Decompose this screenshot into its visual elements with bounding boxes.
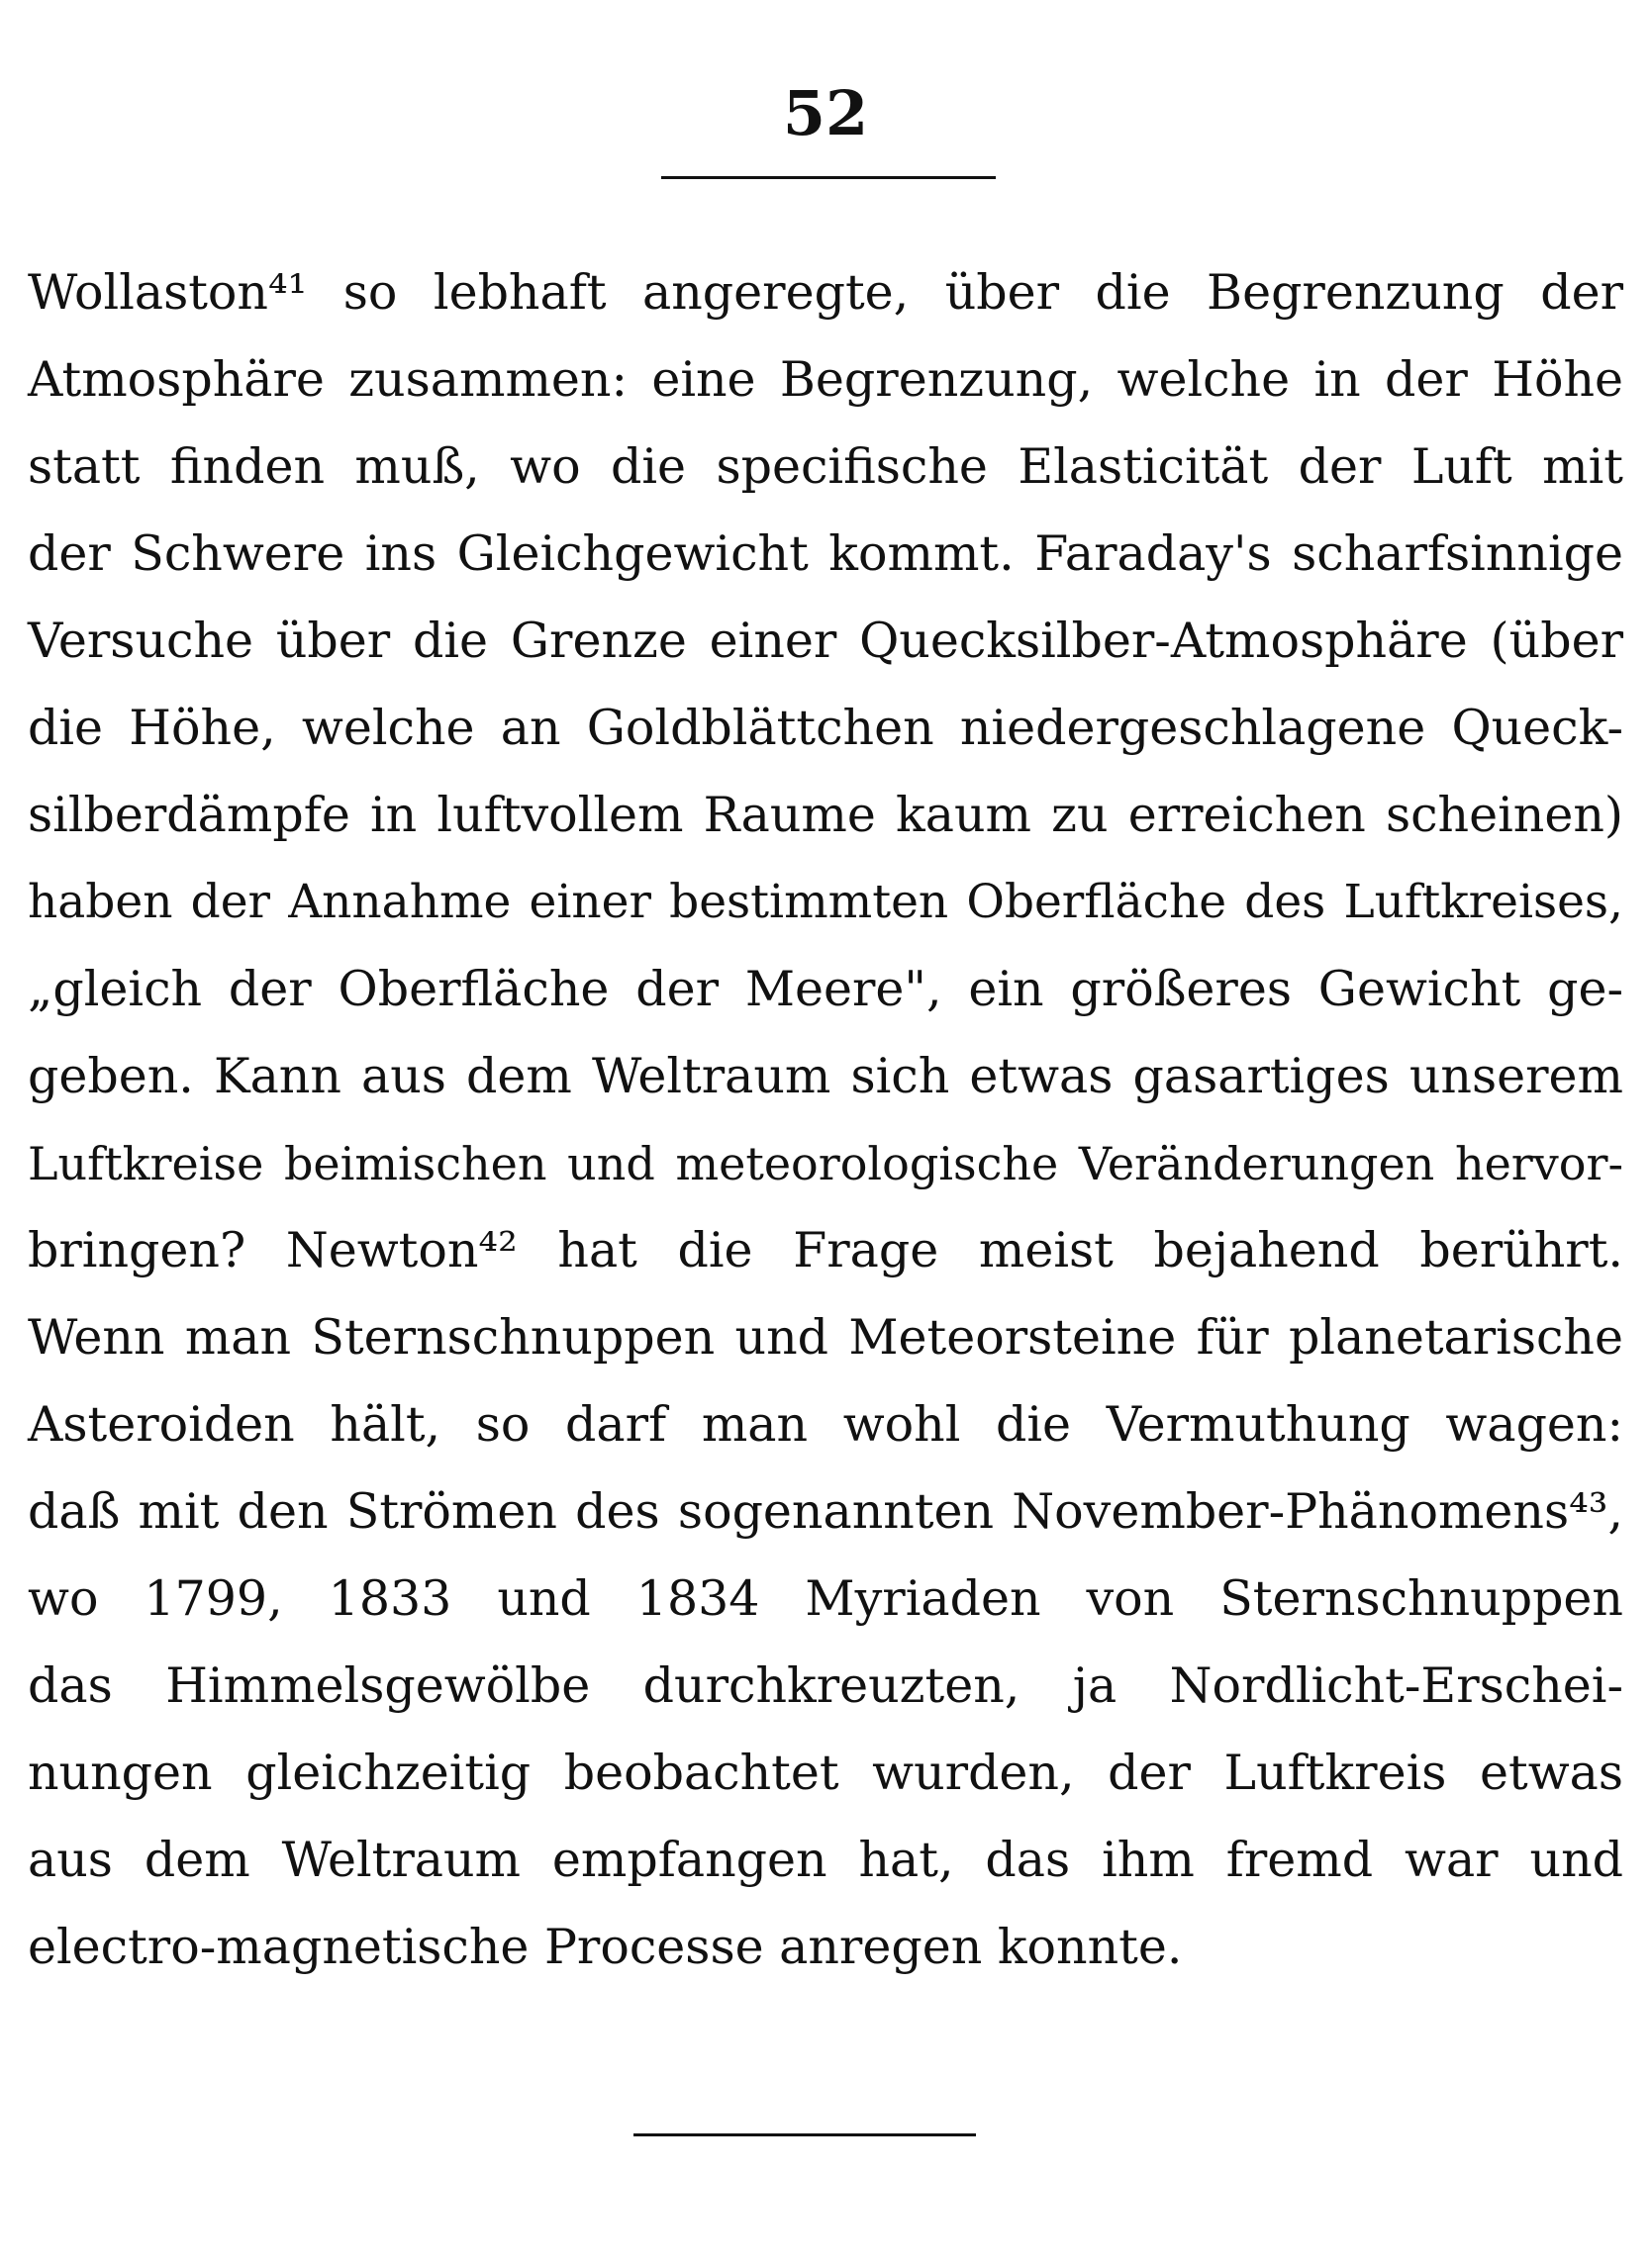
text-line: Versuche über die Grenze einer Quecksilber-Atmosphäre (über — [28, 613, 1623, 669]
text-line: haben der Annahme einer bestimmten Oberfläche des Luftkreises, — [28, 875, 1623, 929]
text-line: das Himmelsgewölbe durchkreuzten, ja Nordlicht-Erschei- — [28, 1657, 1623, 1714]
page-number: 52 — [782, 77, 869, 149]
text-line: „gleich der Oberfläche der Meere", ein größeres Gewicht ge- — [28, 961, 1623, 1017]
header-divider — [661, 176, 996, 179]
text-line: geben. Kann aus dem Weltraum sich etwas gasartiges unserem — [28, 1048, 1623, 1104]
text-line: Luftkreise beimischen und meteorologische Veränderungen hervor- — [28, 1137, 1623, 1190]
text-line: Wenn man Sternschnuppen und Meteorsteine für planetarische — [28, 1309, 1623, 1366]
text-line: der Schwere ins Gleichgewicht kommt. Faraday's scharfsinnige — [28, 525, 1623, 582]
text-line: statt finden muß, wo die specifische Elasticität der Luft mit — [28, 438, 1623, 495]
text-line: aus dem Weltraum empfangen hat, das ihm fremd war und — [28, 1832, 1623, 1888]
text-line: Asteroiden hält, so darf man wohl die Vermuthung wagen: — [28, 1396, 1623, 1453]
text-line: silberdämpfe in luftvollem Raume kaum zu erreichen scheinen) — [28, 787, 1623, 843]
text-line: wo 1799, 1833 und 1834 Myriaden von Sternschnuppen — [28, 1570, 1623, 1627]
body-text — [28, 249, 1623, 1991]
text-line: nungen gleichzeitig beobachtet wurden, der Luftkreis etwas — [28, 1745, 1623, 1801]
text-line: bringen? Newton⁴² hat die Frage meist bejahend berührt. — [28, 1222, 1623, 1278]
text-line: electro-magnetische Processe anregen konnte. — [28, 1919, 1183, 1975]
text-line: Wollaston⁴¹ so lebhaft angeregte, über die Begrenzung der — [28, 264, 1623, 321]
text-line: daß mit den Strömen des sogenannten November-Phänomens⁴³, — [28, 1483, 1623, 1540]
text-line: die Höhe, welche an Goldblättchen niedergeschlagene Queck- — [28, 700, 1623, 756]
text-line: Atmosphäre zusammen: eine Begrenzung, welche in der Höhe — [28, 351, 1623, 408]
footer-divider — [633, 2133, 976, 2136]
